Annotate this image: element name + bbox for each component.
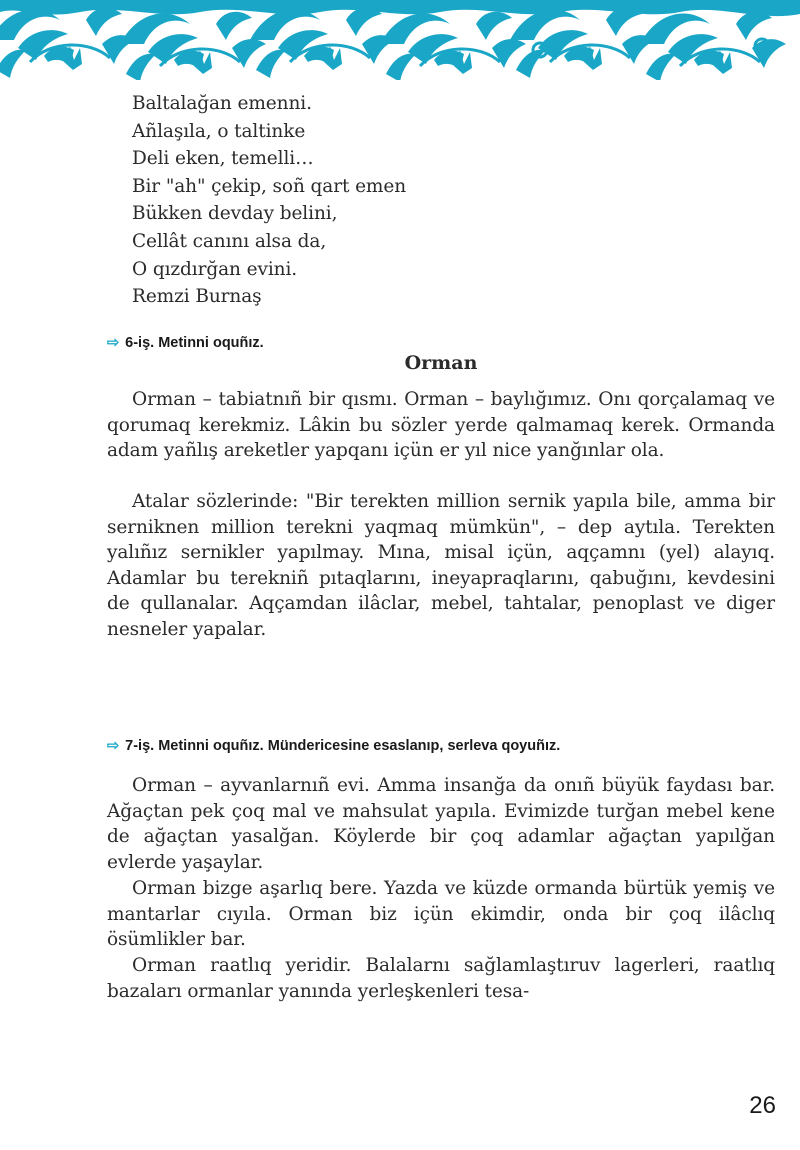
arrow-icon: ⇨ — [107, 335, 120, 351]
task-7-text: 7-iş. Metinni oquñız. Mündericesine esaslanıp, serleva qoyuñız. — [125, 738, 561, 754]
article-paragraph: Atalar sözlerinde: "Bir terekten million sernik yapıla bile, amma bir serniknen million terekni yaqmaq mümkün", – dep aytıla. Terekten yalıñız sernikler yapılmay. Mına, misal içün, aqçamnı (yel) alayıq. Adamlar bu terekniñ pıtaqlarını, ineyapraqlarını, qabuğını, kevdesini de qullanalar. Aqçamdan ilâclar, mebel, tahtalar, penoplast ve diger nesneler yapalar. — [107, 491, 775, 640]
poem — [132, 90, 552, 311]
poem-line: Deli eken, temelli… — [132, 148, 314, 170]
poem-line: Añlaşıla, o taltinke — [132, 120, 306, 142]
task-6 — [107, 335, 787, 351]
poem-author: Remzi Burnaş — [132, 286, 262, 308]
text-paragraph: Orman – ayvanlarnıñ evi. Amma insanğa da onıñ büyük faydası bar. Ağaçtan pek çoq mal ve mahsulat yapıla. Evimizde turğan mebel kene de ağaçtan yasalğan. Köylerde bir çoq adamlar ağaçtan yapılğan evlerde yaşaylar. — [107, 775, 775, 873]
poem-line: O qızdırğan evini. — [132, 258, 298, 280]
arrow-icon: ⇨ — [107, 738, 120, 754]
poem-line: Bir "ah" çekip, soñ qart emen — [132, 175, 407, 197]
task-6-text: 6-iş. Metinni oquñız. — [125, 335, 264, 351]
poem-line: Cellât canını alsa da, — [132, 230, 327, 252]
text-paragraph: Orman bizge aşarlıq bere. Yazda ve küzde ormanda bürtük yemiş ve mantarlar cıyıla. Orman biz içün ekimdir, onda bir çoq ilâclıq ösümlikler bar. — [107, 878, 775, 951]
task-7 — [107, 738, 787, 754]
page-number: 26 — [749, 1092, 776, 1119]
article-paragraph: Orman – tabiatnıñ bir qısmı. Orman – baylığımız. Onı qorçalamaq ve qorumaq kerekmiz. Lâkin bu sözler yerde qalmamaq kerek. Ormanda adam yañlış areketler yapqanı içün er yıl nice yanğınlar ola. — [107, 389, 775, 462]
article-title: Orman — [404, 352, 478, 374]
poem-line: Bükken devday belini, — [132, 203, 338, 225]
text-paragraph: Orman raatlıq yeridir. Balalarnı sağlamlaştıruv lagerleri, raatlıq bazaları ormanlar yanında yerleşkenleri tesa- — [107, 955, 775, 1002]
poem-line: Baltalağan emenni. — [132, 93, 312, 114]
floral-ornament-border — [0, 0, 800, 80]
